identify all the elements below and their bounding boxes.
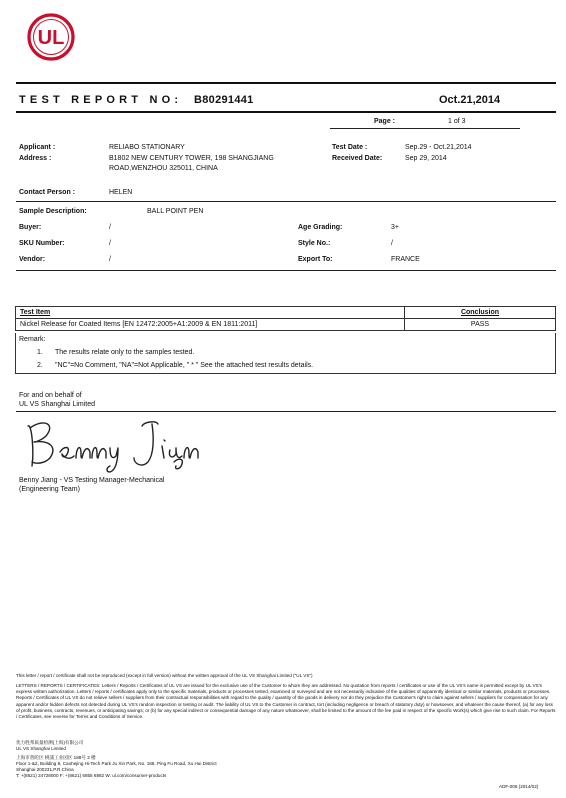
conclusion-cell: PASS [405, 319, 556, 331]
footer-notice: This letter / report / certificate shall not be reproduced (except in full version) without the written approval of the UL VS Shanghai Limited ("UL VS") [16, 673, 313, 678]
report-number: B80291441 [194, 94, 254, 106]
sku-label: SKU Number: [19, 240, 65, 247]
col-test-item: Test Item [16, 307, 405, 319]
applicant-label: Applicant : [19, 144, 56, 151]
age-grading-value: 3+ [391, 224, 399, 231]
remark-2-number: 2. [37, 362, 43, 369]
col-conclusion: Conclusion [405, 307, 556, 319]
sku-value: / [109, 240, 111, 247]
test-item-cell: Nickel Release for Coated Items [EN 12472:2005+A1:2009 & EN 1811:2011] [16, 319, 405, 331]
address-label: Address : [19, 155, 52, 162]
results-table [15, 306, 556, 331]
remarks-label: Remark: [19, 336, 46, 343]
contact-label: Contact Person : [19, 189, 76, 196]
remark-1-text: The results relate only to the samples tested. [55, 349, 195, 356]
address-line-1: B1802 NEW CENTURY TOWER, 198 SHANGJIANG [109, 155, 274, 162]
footer-company-cn: 优力胜邦质量检测(上海)有限公司 [16, 740, 84, 745]
remark-1-number: 1. [37, 349, 43, 356]
report-date: Oct.21,2014 [439, 94, 501, 106]
sample-bottom-rule [16, 270, 556, 271]
applicant-value: RELIABO STATIONARY [109, 144, 185, 151]
header-bottom-rule [16, 111, 556, 113]
received-date-value: Sep 29, 2014 [405, 155, 447, 162]
footer-terms: LETTERS / REPORTS / CERTIFICATES: Letters / Reports / Certificates of UL VS are issued for the exclusive use of the Customer to whom they are addressed. No quotation from reports / certificates or use of the UL VS's name is permitted except by UL VS's express written authorization. Letters / reports / certificates apply only to the specific materials, products or processes tested, examined or surveyed and are not necessarily indicative of the qualities of apparently identical or similar materials, products or processes. Reports / Certificates of UL VS do not relieve sellers / suppliers from their contractual responsibilities with regard to the quality / quantity of the goods in delivery nor do they prejudice the Customer's right to claim against sellers / suppliers for compensation for any apparent and/or hidden defects not detected during UL VS's random inspection or testing or audit. The liability of UL VS to the Customer in contract, tort (including negligence or breach of statutory duty) or howsoever, and whatever the cause thereof, (a) for any loss of profit, business, contracts, revenues, or anticipating savings; or (b) for any special indirect or consequential damage of any nature whatsoever, shall be limited to the amount of the fee paid in respect of the specific Work(s) which give rise to such claim. For Reports / Certificates, see reverse for Terms and Conditions of Service. [16, 683, 556, 720]
report-title: TEST REPORT NO: [19, 94, 183, 106]
remark-2-text: "NC"=No Comment, "NA"=Not Applicable, " * " See the attached test results details. [55, 362, 314, 369]
footer-doc-code: ADF-006 (2014/02) [499, 784, 539, 789]
signature-image [24, 412, 204, 474]
page-rule [330, 128, 520, 129]
results-header-row [16, 307, 556, 319]
address-line-2: ROAD,WENZHOU 325011, CHINA [109, 165, 218, 172]
on-behalf-line-1: For and on behalf of [19, 392, 82, 399]
footer-contact: T: +(8621) 24728000 F: +(8621) 6855 6882 W: ul.com/consumer-products [16, 773, 167, 778]
contact-value: HELEN [109, 189, 133, 196]
age-grading-label: Age Grading: [298, 224, 343, 231]
ul-logo-text: UL [37, 27, 65, 49]
test-date-value: Sep.29 - Oct.21,2014 [405, 144, 472, 151]
footer-company-en: UL VS Shanghai Limited [16, 746, 66, 751]
footer-address-cn: 上海市普陀区 桃浦工业园区 188号 2 楼 [16, 755, 96, 760]
signer-name: Benny Jiang - VS Testing Manager-Mechanical [19, 477, 165, 484]
test-date-label: Test Date : [332, 144, 368, 151]
style-value: / [391, 240, 393, 247]
ul-logo [27, 13, 75, 61]
export-label: Export To: [298, 256, 333, 263]
sample-desc-label: Sample Description: [19, 208, 87, 215]
vendor-value: / [109, 256, 111, 263]
page-value: 1 of 3 [448, 118, 466, 125]
on-behalf-line-2: UL VS Shanghai Limited [19, 401, 96, 408]
signer-team: (Engineering Team) [19, 486, 80, 493]
sample-top-rule [16, 201, 556, 202]
buyer-value: / [109, 224, 111, 231]
style-label: Style No.: [298, 240, 331, 247]
table-row [16, 319, 556, 331]
footer-city: Shanghai 200231,P.R.China [16, 767, 74, 772]
export-value: FRANCE [391, 256, 420, 263]
header-top-rule [16, 82, 556, 84]
page-label: Page : [374, 118, 396, 125]
vendor-label: Vendor: [19, 256, 46, 263]
received-date-label: Received Date: [332, 155, 383, 162]
buyer-label: Buyer: [19, 224, 42, 231]
footer-address-en: Floor 1-&2, Building 8, Caohejing Hi-Tech Park Ju Xin Park, No. 188, Ping Fu Road, Xu Hui District [16, 761, 217, 766]
sample-desc-value: BALL POINT PEN [147, 208, 204, 215]
